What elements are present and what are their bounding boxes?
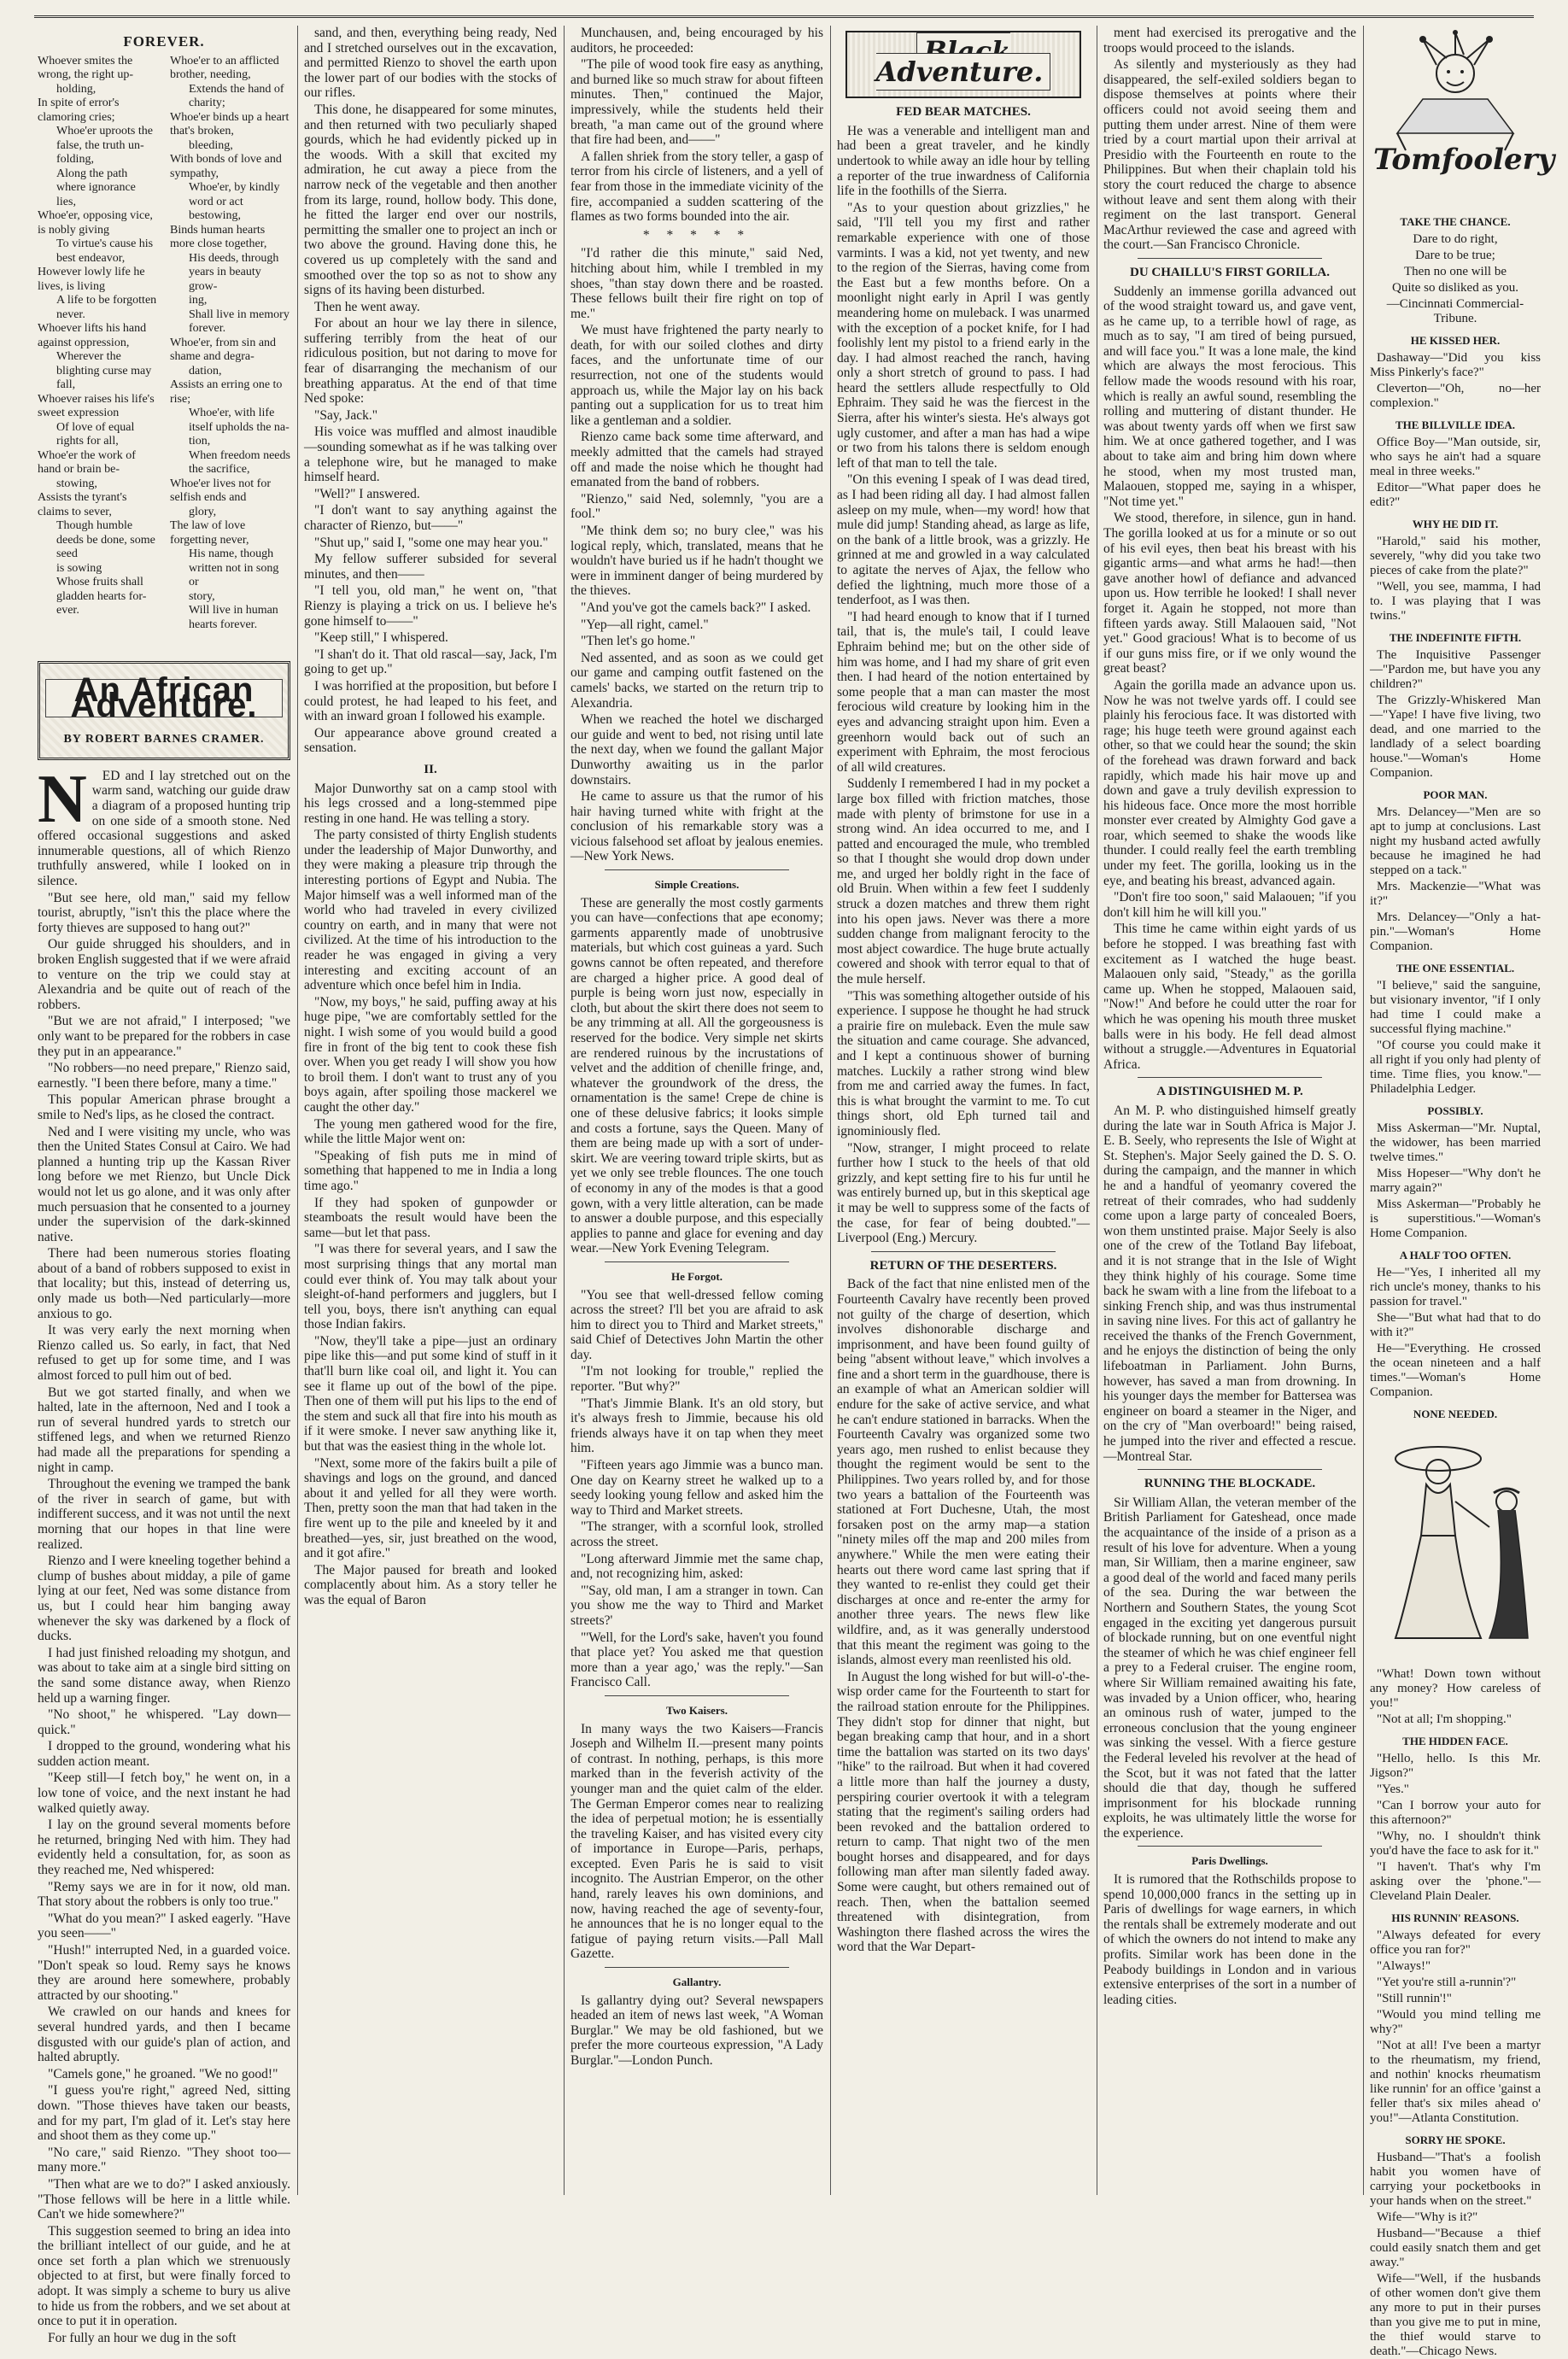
column-4 <box>837 26 1090 2195</box>
article-paris-dwellings: It is rumored that the Rothschilds propose to spend 10,000,000 francs in the setting up in Paris of dwellings for wage earners, in which the rentals shall be extremely moderate and out of which the owners do not intend to make any profits. Similar work has been done in the Peabody buildings in London and in various extensive enterprises of the sort in a number of leading cities. <box>1103 1872 1356 2007</box>
poem-line: holding, <box>56 82 97 96</box>
headline-runnin-reasons: HIS RUNNIN' REASONS. <box>1391 1911 1519 1924</box>
divider <box>1138 1077 1322 1078</box>
poem-right-stanzas <box>170 55 290 633</box>
story-paragraph: Rienzo and I were kneeling together behind a clump of bushes about midday, a pile of game lying at our feet, Ned was some distance from us, but I could hear him banging away whenever the sky was darkened by a flock of ducks. <box>38 1554 290 1644</box>
column-rule <box>564 26 565 2195</box>
story-paragraph: For about an hour we lay there in silence, suffering terribly from the heat of our ridiculous position, but not daring to move for fear of disarranging the mechanism of our breathing apparatus. At the end of that time Ned spoke: <box>304 316 557 407</box>
joke-line: Dashaway—"Did you kiss Miss Pinkerly's face?" <box>1370 351 1541 379</box>
story-paragraph: "What do you mean?" I asked eagerly. "Have you seen——" <box>38 1911 290 1941</box>
poem-line: His name, though written not in song or <box>189 547 279 589</box>
story-paragraph: "Well?" I answered. <box>314 486 420 501</box>
headline-gorilla: DU CHAILLU'S FIRST GORILLA. <box>1130 265 1330 279</box>
divider <box>1138 1469 1322 1470</box>
joke-line: Mrs. Delancey—"Only a hat-pin."—Woman's Home Companion. <box>1370 910 1541 953</box>
column-rule <box>830 26 831 2195</box>
column-rule <box>1363 26 1364 2195</box>
poem-line: glory, <box>189 505 217 518</box>
joke-line: "Well, you see, mamma, I had to. I was playing that I was twins." <box>1370 580 1541 623</box>
story-paragraph: If they had spoken of gunpowder or steamboats the result would have been the same—but let that pass. <box>304 1195 557 1240</box>
headline-essential: THE ONE ESSENTIAL. <box>1395 962 1515 975</box>
poem-line: The law of love forgetting never, <box>170 519 249 547</box>
joke-line: The Grizzly-Whiskered Man—"Yape! I have five living, two dead, and one married to the landlady of a select boarding house."—Woman's Home Companion. <box>1370 694 1541 780</box>
poem-line: Shall live in memory forever. <box>189 307 290 336</box>
story-paragraph: Major Dunworthy sat on a camp stool with his legs crossed and a long-stemmed pipe resting in one hand. He was telling a story. <box>304 781 557 826</box>
poem-line: Along the path where ignorance lies, <box>56 167 136 208</box>
headline-gallantry: Gallantry. <box>672 1976 722 1989</box>
article-distinguished-mp: An M. P. who distinguished himself greatly during the late war in South Africa is Major J. E. B. Seely, who represents the Isle of Wight at St. Stephen's. Major Seely gained the D. S. O. during the campaign, and the manner in which he and a handful of yeomanry covered the retreat of their comrades, who had suddenly come upon a large party of concealed Boers, won them unstinted praise. Major Seely is also one of the crew of the Totland Bay lifeboat, and it is not strange that in the Isle of Wight they think highly of his courage. Some time back he swam with a line from the lifeboat to a sinking French ship, and was thus instrumental in saving nine lives. For this act of gallantry he received the thanks of the French Government, and he enjoys the distinction of being the only lifeboatman in Parliament. John Burns, however, has saved a man from drowning. In his younger days the member for Battersea was engineer on board a steamer in the Niger, and on the cry of "Man overboard!" being raised, he jumped into the river and effected a rescue.—Montreal Star. <box>1103 1103 1356 1464</box>
joke-line: The Inquisitive Passenger—"Pardon me, but have you any children?" <box>1370 648 1541 691</box>
story-paragraph: For fully an hour we dug in the soft <box>48 2330 237 2345</box>
story-paragraph: His voice was muffled and almost inaudible—sounding somewhat as if he was talking over a telephone wire, but he managed to make himself heard. <box>304 424 557 485</box>
poem-line: Whoe'er, by kindly word or act bestowing, <box>189 181 280 223</box>
article-paragraph: "Don't fire too soon," said Malaouen; "if you don't kill him he will kill you." <box>1103 890 1356 920</box>
poem-forever <box>38 55 290 633</box>
black-adventure-header <box>845 31 1081 98</box>
headline-none-needed: NONE NEEDED. <box>1413 1408 1498 1420</box>
joke-line: Dare to be true; <box>1415 249 1495 262</box>
headline-possibly: POSSIBLY. <box>1427 1104 1483 1117</box>
poem-line: Whoe'er, opposing vice, is nobly giving <box>38 209 153 237</box>
joke-line: Dare to do right, <box>1413 232 1498 246</box>
story-paragraph: Ned and I were visiting my uncle, who was then the United States Consul at Cairo. We had planned a hunting trip up the Kassan River long before we met Rienzo, but Uncle Dick would not let us go alone, and it was only after much persuasion that he consented to a journey under the supervision of the dark-skinned native. <box>38 1124 290 1244</box>
stars-divider: * * * * * <box>642 227 752 243</box>
story-paragraph: We must have frightened the party nearly to death, for with our soiled clothes and dirty faces, and the unfortunate time of our resurrection, not one of the students would approach us, while the Major lay on his back panting out a supplication for us to treat him like a gentleman and a soldier. <box>570 323 823 428</box>
headline-sorry-spoke: SORRY HE SPOKE. <box>1405 2134 1506 2146</box>
poem-line: His deeds, through years in beauty grow- <box>189 251 279 293</box>
article-paragraph: This time he came within eight yards of us before he stopped. I was breathing fast with excitement as I watched the huge beast. Malaouen only said, "Steady," as the gorilla came up. When he stopped, Malaouen said, "Now!" And before he could utter the roar for which he was opening his mouth three musket balls were in his body. He fell dead almost without a struggle.—Adventures in Equatorial Africa. <box>1103 922 1356 1072</box>
headline-paris-dwellings: Paris Dwellings. <box>1191 1854 1268 1868</box>
article-paragraph: "'Say, old man, I am a stranger in town. Can you show me the way to Third and Market streets?' <box>570 1583 823 1628</box>
headline-billville: THE BILLVILLE IDEA. <box>1395 419 1516 431</box>
article-paragraph: "I had heard enough to know that if I turned tail, that is, the mule's tail, I could leave Ephraim behind me; but on the other side of him was home, and I had my share of grit even then. I had heard of the notion entertained by some people that a man can master the most ferocious wild creature by looking him in the eyes and advancing straight upon him. Even a greenhorn would back out of such an experiment with Ephraim, the most ferocious of all wild creatures. <box>837 609 1090 775</box>
story-paragraph: I lay on the ground several moments before he returned, bringing Ned with him. They had evidently held a consultation, for, as soon as they reached me, Ned whispered: <box>38 1818 290 1878</box>
article-paragraph: Suddenly I remembered I had in my pocket a large box filled with friction matches, those made with plenty of brimstone for use in a strong wind. An idea occurred to me, and I patted and encouraged the mule, who trembled so that I thought she would drop down under me, and urged her boldly right in the face of old Bruin. When within a few feet I suddenly struck a dozen matches and threw them right into his open jaws. Never was there a more sudden change from malignant ferocity to the most abject cowardice. The huge brute actually cowered and shook with terror equal to that of the mule herself. <box>837 776 1090 987</box>
article-paragraph: In August the long wished for but will-o'-the-wisp order came for the Fourteenth to start for the railroad station enroute for the Philippines. They didn't stop for dinner that night, but began breaking camp that hour, and in a short time the battalion was started on its two days' "hike" to the railroad. But when it had covered a little more than half the journey a dusty, perspiring courier overtook it with a telegram stating that the regiment's sailing orders had been revoked and the battalion ordered to return to camp. That night two of the men bought horses and disappeared, and for days following man after man silently faded away. Some were caught, but others remained out of reach. Then, when the battalion seemed threatened with disintegration, from Washington there flashed across the wires the word that the War Depart- <box>837 1669 1090 1955</box>
story-paragraph: Then he went away. <box>314 299 420 314</box>
joke-line: "Can I borrow your auto for this afternoon?" <box>1370 1799 1541 1827</box>
divider <box>1138 1846 1322 1847</box>
joke-line: He—"Everything. He crossed the ocean nineteen and a half times."—Woman's Home Companion. <box>1370 1342 1541 1399</box>
column-5 <box>1103 26 1356 2195</box>
story-paragraph: "But see here, old man," said my fellow tourist, abruptly, "isn't this the place where the forty thieves are supposed to hang out?" <box>38 890 290 935</box>
article-paragraph: "This was something altogether outside of his experience. I suppose he thought he had struck a prairie fire on muleback. Even the mule saw the situation and came courage. She advanced, and I kept a continuous shower of burning matches. Luckily a rather strong wind blew from me and carried away the fumes. In fact, this is what brought the varmint to me. To cut things short, old Eph turned tail and ignominiously fled. <box>837 988 1090 1139</box>
story-paragraph: It was very early the next morning when Rienzo called us. So early, in fact, that Ned refused to get up for some time, and I was almost forced to pull him out of bed. <box>38 1323 290 1384</box>
story-paragraph: "Then let's go home." <box>581 634 696 649</box>
joke-line: "Always!" <box>1377 1959 1431 1973</box>
story-paragraph: "Now, they'll take a pipe—just an ordinary pipe like this—and put some kind of stuff in it that'll burn like coal oil, and light it. You can see it flame up out of the bowl of the pipe. Then one of them will put his lips to the end of the stem and suck all that fire into his mouth as if it were smoke. I never saw anything like it, but that was the easiest thing in the whole lot. <box>304 1333 557 1455</box>
story-paragraph: ED and I lay stretched out on the warm sand, watching our guide draw a diagram of a proposed hunting trip on one side of a smooth stone. Ned offered occasional suggestions and asked innumerable questions, all of which Rienzo truthfully answered, while I looked on in silence. <box>38 768 290 889</box>
article-paragraph: Back of the fact that nine enlisted men of the Fourteenth Cavalry have recently been proved not guilty of the charge of desertion, which involves dishonorable discharge and imprisonment, and have been found guilty of being "absent without leave," which involves a fine and a short term in the guardhouse, there is an example of what an American soldier will endure for the sake of active service, and what he can't endure stationed in barracks. When the Fourteenth Cavalry was organized some two years ago, men rushed to enlist because they thought the regiment would be sent to the Philippines. Two years rolled by, and for those two years a battalion of the Fourteenth was stationed at Fort Duchesne, Utah, the most forsaken post on the army map—a station "ninety miles off the map and 200 miles from anywhere." While the men were eating their hearts out there word came last spring that if they wanted to re-enlist they could get their discharges at once and re-enter the army for another three years. The news flew like wildfire, and, as it was generally understood that this meant the regiment was going to the islands, almost every man reenlisted his old. <box>837 1277 1090 1668</box>
divider <box>871 1251 1056 1252</box>
story-paragraph: "I tell you, old man," he went on, "that Rienzy is playing a trick on us. I believe he's gone himself to——" <box>304 583 557 629</box>
story-paragraph: "The pile of wood took fire easy as anything, and burned like so much straw for about fifteen minutes. Then," continued the Major, impressively, while the students held their breath, "a man came out of the ground where that fire had been, and——" <box>570 57 823 148</box>
jester-illustration-icon <box>1372 31 1539 159</box>
poem-line: Whoever smites the wrong, the right up- <box>38 54 133 82</box>
poem-line: In spite of error's clamoring cries; <box>38 97 120 124</box>
joke-line: Quite so disliked as you. <box>1392 281 1518 295</box>
poem-line: Whose fruits shall gladden hearts for- <box>56 576 147 603</box>
joke-line: Wife—"Well, if the husbands of other women don't give them any more to put in their purses than you give me to put in mine, the thief would starve to death."—Chicago News. <box>1370 2272 1541 2358</box>
divider <box>605 869 789 870</box>
poem-line: is sowing <box>56 561 102 575</box>
story-paragraph: Rienzo came back some time afterward, and meekly admitted that the camels had strayed off and made the noise which he thought had emanated from the band of robbers. <box>570 430 823 490</box>
story-paragraph: There had been numerous stories floating about of a band of robbers supposed to exist in that locality; but this, instead of deterring us, only made us both—Ned particularly—more anxious to go. <box>38 1246 290 1321</box>
poem-line: Whoe'er uproots the false, the truth un- <box>56 125 153 152</box>
article-paragraph: "'Well, for the Lord's sake, haven't you found that place yet? You asked me that question more than a year ago,' was the reply."—San Francisco Call. <box>570 1630 823 1690</box>
poem-line: bleeding, <box>189 138 233 152</box>
article-paragraph: "On this evening I speak of I was dead tired, as I had been riding all day. I had almost fallen asleep on my mule, when—my word! how that mule did jump! Standing ahead, as large as life, on the bank of a little brook, was a grizzly. He grinned at me and growled in a way calculated to agitate the nerves of Ajax, the fellow who defied the lightning, much more those of a tenderfoot, as I was then. <box>837 472 1090 608</box>
poem-line: ever. <box>56 604 79 618</box>
joke-line: "Of course you could make it all right if you only had plenty of time. Time flies, you know."—Philadelphia Ledger. <box>1370 1039 1541 1096</box>
story-paragraph: "Shut up," said I, "some one may hear you." <box>314 535 548 550</box>
divider <box>1138 258 1322 259</box>
story-paragraph: I had just finished reloading my shotgun, and was about to take aim at a single bird sitting on the sand some distance away, when Rienzo held up a warning finger. <box>38 1645 290 1706</box>
article-paragraph: "You see that well-dressed fellow coming across the street? I'll bet you are afraid to ask him to direct you to Third and Market streets," said Chief of Detectives John Martin the other day. <box>570 1287 823 1362</box>
story-paragraph: "Speaking of fish puts me in mind of something that happened to me in India a long time ago." <box>304 1148 557 1193</box>
headline-take-chance: TAKE THE CHANCE. <box>1400 215 1511 228</box>
poem-line: When freedom needs the sacrifice, <box>189 448 290 477</box>
top-rule <box>34 15 1534 21</box>
joke-line: "Would you mind telling me why?" <box>1370 2008 1541 2036</box>
story-title: An African Adventure. <box>45 679 283 717</box>
poem-line: Whoever lifts his hand against oppression, <box>38 322 147 349</box>
black-adventure-title: Black Adventure. <box>876 32 1051 91</box>
tomfoolery-header <box>1370 31 1555 208</box>
story-paragraph: Our guide shrugged his shoulders, and in broken English suggested that if we were afraid to venture on the trip we could stay at Alexandria and be quite out of reach of the robbers. <box>38 937 290 1012</box>
column-rule <box>297 26 298 2195</box>
poem-title: FOREVER. <box>123 33 205 50</box>
headline-two-kaisers: Two Kaisers. <box>666 1703 728 1717</box>
joke-line: Miss Askerman—"Mr. Nuptal, the widower, has been married twelve times." <box>1370 1121 1541 1164</box>
article-two-kaisers: In many ways the two Kaisers—Francis Joseph and Wilhelm II.—present many points of contrast. In nothing, perhaps, is this more marked than in the feverish activity of the younger man and the quiet calm of the elder. The German Emperor comes near to realizing the idea of perpetual motion; he is essentially the traveling Kaiser, and has visited every city of importance in Europe—Paris, perhaps, excepted. Even Paris he is said to visit incognito. The Austrian Emperor, on the other hand, rarely leaves his own dominions, and now, having reached the age of seventy-four, he announces that he is no longer equal to the fatigue of paying return visits.—Pall Mall Gazette. <box>570 1721 823 1962</box>
story-paragraph: "Next, some more of the fakirs built a pile of shavings and logs on the ground, and danced about it and yelled for all they were worth. Then, pretty soon the man that had taken in the fire went up to the pile and kneeled by it and breathed—yes, sir, just breathed on the wood, and it got afire." <box>304 1455 557 1561</box>
joke-line: "Yes." <box>1377 1782 1409 1796</box>
joke-line: "I believe," said the sanguine, but visionary inventor, "if I only had time I could make a successful flying machine." <box>1370 979 1541 1036</box>
joke-line: She—"But what had that to do with it?" <box>1370 1311 1541 1339</box>
divider <box>605 1967 789 1968</box>
poem-line: Whoe'er, with life itself upholds the na- <box>189 407 290 434</box>
headline-hidden-face: THE HIDDEN FACE. <box>1402 1735 1508 1747</box>
story-paragraph: I was horrified at the proposition, but before I could protest, he had leaped to his feet, and with an inward groan I followed his example. <box>304 678 557 724</box>
headline-why: WHY HE DID IT. <box>1412 518 1499 530</box>
story-title-banner <box>38 661 290 760</box>
joke-line: Miss Askerman—"Probably he is superstitious."—Woman's Home Companion. <box>1370 1197 1541 1240</box>
article-paragraph: Again the gorilla made an advance upon us. Now he was not twelve yards off. I could see plainly his ferocious face. It was distorted with rage; his huge teeth were ground against each other, so that we could hear the sound; the skin of the forehead was drawn forward and back rapidly, which made his hair move up and down and gave a truly devilish expression to his hideous face. Once more the most horrible monster ever created by Almighty God gave a roar, which seemed to shake the woods like thunder. I could really feel the earth trembling under my feet. The gorilla, looking us in the eye, and beating his breast, advanced again. <box>1103 677 1356 888</box>
poem-line: Whoever raises his life's sweet expression <box>38 392 155 420</box>
story-paragraph: The Major paused for breath and looked complacently about him. As a story teller he was the equal of Baron <box>304 1562 557 1607</box>
story-paragraph: This popular American phrase brought a smile to Ned's lips, as he closed the contract. <box>38 1092 290 1122</box>
poem-line: Will live in human hearts forever. <box>189 604 278 631</box>
headline-half-too-often: A HALF TOO OFTEN. <box>1399 1249 1512 1261</box>
joke-line: Wife—"Why is it?" <box>1377 2210 1478 2224</box>
article-paragraph: ment had exercised its prerogative and the troops would proceed to the islands. <box>1103 26 1356 56</box>
joke-line: Then no one will be <box>1404 265 1507 278</box>
column-2 <box>304 26 557 2195</box>
story-paragraph: "Yep—all right, camel." <box>581 617 709 632</box>
drop-cap: N <box>38 761 87 837</box>
poem-left-stanzas <box>38 55 158 633</box>
article-paragraph: "That's Jimmie Blank. It's an old story, but it's always fresh to Jimmie, because his old friends always have it on tap when they meet him. <box>570 1396 823 1456</box>
column-6 <box>1370 26 1555 2358</box>
joke-line: "Not at all! I've been a martyr to the rheumatism, my friend, and nothin' knocks rheumatism like runnin' for an office 'gainst a feller that's six miles ahead o' you!"—Atlanta Constitution. <box>1370 2039 1541 2125</box>
headline-he-forgot: He Forgot. <box>671 1269 723 1283</box>
poem-line: tion, <box>189 435 211 448</box>
article-paragraph: "I'm not looking for trouble," replied the reporter. "But why?" <box>570 1364 823 1395</box>
joke-line: "Still runnin'!" <box>1377 1992 1452 2005</box>
story-paragraph: The party consisted of thirty English students under the leadership of Major Dunworthy, and they were making a pleasure trip through the interesting portions of Egypt and Nubia. The Major himself was a well informed man of the world who had traveled in every civilized country on earth, and in many that were not civilized. At the time of his introduction to the reader he was engaged in giving a very interesting and exciting account of an adventure which once befel him in India. <box>304 828 557 993</box>
story-paragraph: "Then what are we to do?" I asked anxiously. "Those fellows will be here in a little while. Can't we hide somewhere?" <box>38 2176 290 2222</box>
joke-line: "Hello, hello. Is this Mr. Jigson?" <box>1370 1752 1541 1780</box>
story-paragraph: "I guess you're right," agreed Ned, sitting down. "Those thieves have taken our beasts, and for my part, I'm glad of it. Let's stay here and shoot them as they come up." <box>38 2083 290 2144</box>
article-simple-creations: These are generally the most costly garments you can have—confections that ape economy; garments apparently made of unobtrusive materials, but which cost guineas a yard. Such gowns cannot be often repeated, and therefore are charged a higher price. A good deal of purple is being worn just now, especially in cloth, but about the skirt there does not seem to be any trimming at all. All the gorgeousness is reserved for the bodice. Very simple net skirts are rendered ruinous by the incrustations of velvet and the addition of chenille fringe, and, whatever the groundwork of the dress, the ornamentation is the same! Crepe de chine is one of these delusive fabrics; it looks simple and costs a fortune, says the Queen. Many of them are being made up with a sort of under-skirt. We are veering toward triple skirts, but as yet we only see treble flounces. The one touch of economy in any of the modes is that a good gown, with a very little alteration, can be made to answer a double purpose, and this especially applies to panne and glace for evening and day wear.—New York Evening Telegram. <box>570 895 823 1256</box>
story-paragraph: A fallen shriek from the story teller, a gasp of terror from his circle of listeners, and a yell of fear from those in the immediate vicinity of the fire, accompanied a sudden scattering of the flames as two forms bounded into the air. <box>570 149 823 225</box>
story-paragraph: "Remy says we are in for it now, old man. That story about the robbers is only too true." <box>38 1879 290 1910</box>
poem-line: A life to be forgotten never. <box>56 294 157 321</box>
poem-line: Binds human hearts more close together, <box>170 223 267 251</box>
poem-line: With bonds of love and sympathy, <box>170 153 282 180</box>
story-paragraph: "Keep still—I fetch boy," he went on, in a low tone of voice, and the next instant he had walked quietly away. <box>38 1771 290 1816</box>
story-paragraph: "I don't want to say anything against the character of Rienzo, but——" <box>304 503 557 533</box>
article-paragraph: He was a venerable and intelligent man and had been a great traveler, and he kindly undertook to while away an idle hour by telling a reporter of the true inwardness of California life in the foothills of the Sierra. <box>837 123 1090 199</box>
section-heading: II. <box>424 762 437 776</box>
joke-line: "Always defeated for every office you ran for?" <box>1370 1929 1541 1957</box>
story-paragraph: "No care," said Rienzo. "They shoot too—many more." <box>38 2145 290 2175</box>
story-paragraph: "No robbers—no need prepare," Rienzo said, earnestly. "I been there before, many a time." <box>38 1061 290 1091</box>
column-1 <box>38 26 290 2345</box>
story-paragraph: Throughout the evening we tramped the bank of the river in search of game, but with indifferent success, and it was not until the next morning that our hopes in that line were realized. <box>38 1477 290 1552</box>
story-paragraph: "Hush!" interrupted Ned, in a guarded voice. "Don't speak so loud. Remy says he knows they are around here somewhere, probably attracted by our shooting." <box>38 1943 290 2003</box>
article-paragraph: Suddenly an immense gorilla advanced out of the wood straight toward us, and gave vent, as he came up, to a terrible howl of rage, as much as to say, "I am tired of being pursued, and will face you." It was a lone male, the kind which are always the most ferocious. This fellow made the woods resound with his roar, which is really an awful sound, resembling the rolling and muttering of distant thunder. He was about twenty yards off when we first saw him. We at once gathered together, and I was about to take aim and bring him down where he stood, when my most trusted man, Malaouen, stopped me, saying in a whisper, "Not time yet." <box>1103 284 1356 509</box>
story-body <box>38 761 290 2346</box>
joke-line: "Harold," said his mother, severely, "why did you take two pieces of cake from the plate?" <box>1370 535 1541 577</box>
headline-simple-creations: Simple Creations. <box>654 878 740 892</box>
poem-line: Of love of equal rights for all, <box>56 420 135 448</box>
headline-distinguished-mp: A DISTINGUISHED M. P. <box>1156 1085 1303 1099</box>
story-paragraph: We crawled on our hands and knees for several hundred yards, and then I became disgusted with our guide's plan of action, and halted abruptly. <box>38 2005 290 2065</box>
joke-line: "What! Down town without any money? How careless of you!" <box>1370 1667 1541 1710</box>
headline-fed-bear-matches: FED BEAR MATCHES. <box>896 105 1031 120</box>
story-paragraph: "Now, my boys," he said, puffing away at his huge pipe, "we are comfortably settled for the night. I wish some of you would build a good fire in front of the big tent to cook these fish over. When you get ready I will show you how to broil them. I don't want to trust any of you boys again, after spoiling those mackerel we caught the other day." <box>304 994 557 1115</box>
joke-line: He—"Yes, I inherited all my rich uncle's money, thanks to his passion for travel." <box>1370 1266 1541 1308</box>
joke-line: Mrs. Delancey—"Men are so apt to jump at conclusions. Last night my husband acted awfully because he imagined he had stepped on a tack." <box>1370 805 1541 877</box>
story-paragraph: But we got started finally, and when we halted, late in the afternoon, Ned and I took a run of several hundred yards to stretch our stiffened legs, and when we returned Rienzo had made all the preparations for spending a night in camp. <box>38 1384 290 1475</box>
headline-fifth: THE INDEFINITE FIFTH. <box>1389 631 1522 644</box>
headline-running-blockade: RUNNING THE BLOCKADE. <box>1144 1477 1316 1491</box>
poem-line: Assists an erring one to rise; <box>170 378 283 406</box>
story-paragraph: The young men gathered wood for the fire, while the little Major went on: <box>304 1116 557 1147</box>
joke-line: Husband—"Because a thief could easily snatch them and get away." <box>1370 2227 1541 2269</box>
joke-line: Miss Hopeser—"Why don't he marry again?" <box>1370 1167 1541 1195</box>
poem-line: Assists the tyrant's claims to sever, <box>38 491 127 518</box>
poem-line: Whoe'er, from sin and shame and degra- <box>170 336 277 364</box>
article-gallantry: Is gallantry dying out? Several newspapers headed an item of news last week, "A Woman Burglar." We may be old fashioned, but we prefer the more courteous expression, "A Lady Burglar."—London Punch. <box>570 1993 823 2068</box>
article-paragraph: As silently and mysteriously as they had disappeared, the self-exiled soldiers began to dispose themselves at points where their officers could not avoid seeing them and putting them under arrest. Nine of them were tried by a court martial upon their arrival at Presidio with the Fourteenth en route to the Philippines. But when their chaplain told his story the court reduced the charge to absence without leave and sent them along with their regiment on the last transport. General MacArthur reviewed the case and agreed with the court.—San Francisco Chronicle. <box>1103 57 1356 253</box>
article-paragraph: "As to your question about grizzlies," he said, "I'll tell you my first and rather remarkable experience with one of those varmints. I was a kid, not yet twenty, and new to the region of the Sierras, having come from the East but a few months before. On a moonlight night early in April I was gently meandering home on muleback. I was unarmed with the exception of a pocket knife, for I had foolishly lent my pistol to a friend early in the day. I had almost reached the ranch, having only a short stretch of ground to pass. I had heard the settlers allude respectfully to Old Ephraim. They said he was the fiercest in the Sierra, after his winter's siesta. He's always got ugly customer, and after a man has had a wipe or two from his talons there is seldom enough left of that man to tell the tale. <box>837 200 1090 471</box>
poem-line: stowing, <box>56 477 97 490</box>
column-3 <box>570 26 823 2195</box>
poem-line: ing, <box>189 294 208 307</box>
divider <box>605 1695 789 1696</box>
story-paragraph: "Say, Jack." <box>314 407 378 423</box>
story-paragraph: "I'd rather die this minute," said Ned, hitching about him, while I trembled in my shoes, "than stay down there and be roasted. These fellows built their fire right on top of me." <box>570 246 823 321</box>
poem-line: However lowly life he lives, is living <box>38 266 145 293</box>
story-paragraph: Ned assented, and as soon as we could get our game and camping outfit fastened on the camels' backs, we started on the return trip to Alexandria. <box>570 650 823 711</box>
story-paragraph: This done, he disappeared for some minutes, and then returned with two peculiarly shaped gourds, which he had evidently picked up in the woods. With a skill that excited my admiration, he cut away a piece from the narrow neck of the vegetable and then another from its large, round, hollow body. This done, he fitted the larger end over our nostrils, permitting the smaller one to project an inch or two above the ground. Having done this, he covered us up completely with the sand and smoothed over the top so as not to show any signs of its having been disturbed. <box>304 102 557 298</box>
poem-line: Extends the hand of charity; <box>189 82 284 110</box>
story-paragraph: sand, and then, everything being ready, Ned and I stretched ourselves out in the excavation, and permitted Rienzo to shovel the earth upon the lower part of our bodies with the stocks of our rifles. <box>304 26 557 101</box>
poem-line: dation, <box>189 364 222 378</box>
poem-line: Wherever the blighting curse may fall, <box>56 350 152 392</box>
poem-line: story, <box>189 589 215 603</box>
poem-line: Though humble deeds be done, some seed <box>56 519 155 561</box>
headline-poor-man: POOR MAN. <box>1423 788 1488 801</box>
headline-return-deserters: RETURN OF THE DESERTERS. <box>869 1258 1057 1273</box>
poem-line: Whoe'er the work of hand or brain be- <box>38 448 136 477</box>
joke-line: "I haven't. That's why I'm asking over the 'phone."—Cleveland Plain Dealer. <box>1370 1860 1541 1903</box>
joke-line: —Cincinnati Commercial-Tribune. <box>1386 297 1524 325</box>
joke-line: Office Boy—"Man outside, sir, who says he ain't had a square meal in three weeks." <box>1370 436 1541 478</box>
headline-kissed-her: HE KISSED HER. <box>1410 334 1501 347</box>
story-paragraph: "Keep still," I whispered. <box>314 630 448 646</box>
woman-shopping-illustration-icon <box>1378 1425 1532 1664</box>
story-paragraph: Our appearance above ground created a sensation. <box>304 725 557 756</box>
joke-line: "Not at all; I'm shopping." <box>1377 1712 1512 1726</box>
article-paragraph: "The stranger, with a scornful look, strolled across the street. <box>570 1519 823 1549</box>
poem-line: folding, <box>56 153 94 167</box>
poem-line: Whoe'er binds up a heart that's broken, <box>170 110 290 138</box>
poem-line: Whoe'er to an afflicted brother, needing, <box>170 54 279 82</box>
story-paragraph: "But we are not afraid," I interposed; "we only want to be prepared for the robbers in case they put in an appearance." <box>38 1014 290 1059</box>
divider <box>605 1261 789 1262</box>
poem-line: Whoe'er lives not for selfish ends and <box>170 477 271 505</box>
joke-line: Husband—"That's a foolish habit you women have of carrying your pocketbooks in your hands when on the street." <box>1370 2151 1541 2208</box>
joke-line: Editor—"What paper does he edit?" <box>1370 481 1541 509</box>
story-paragraph: I dropped to the ground, wondering what his sudden action meant. <box>38 1739 290 1769</box>
story-paragraph: "Rienzo," said Ned, solemnly, "you are a fool." <box>570 491 823 522</box>
story-paragraph: Munchausen, and, being encouraged by his auditors, he proceeded: <box>570 26 823 56</box>
story-paragraph: When we reached the hotel we discharged our guide and went to bed, not rising until late the next day, when we found the gallant Major Dunworthy awaiting us in the parlor downstairs. <box>570 712 823 787</box>
story-paragraph: My fellow sufferer subsided for several minutes, and then—— <box>304 552 557 582</box>
poem-line: To virtue's cause his best endeavor, <box>56 237 154 265</box>
joke-line: Mrs. Mackenzie—"What was it?" <box>1370 880 1541 908</box>
story-paragraph: "I was there for several years, and I saw the most surprising things that any mortal man could ever think of. You may talk about your sleight-of-hand performers and jugglers, but I tell you, boys, there isn't anything can equal those Indian fakirs. <box>304 1242 557 1332</box>
story-paragraph: This suggestion seemed to bring an idea into the brilliant intellect of our guide, and he at once set forth a plan which we strenuously objected to at first, but were finally forced to adopt. It was simply a scheme to bury us alive to hide us from the robbers, and we set about at once to put it in operation. <box>38 2223 290 2329</box>
joke-line: Cleverton—"Oh, no—her complexion." <box>1370 382 1541 410</box>
article-paragraph: "Fifteen years ago Jimmie was a bunco man. One day on Kearny street he walked up to a seedy looking young fellow and asked him the way to Third and Market streets. <box>570 1458 823 1518</box>
story-paragraph: "I shan't do it. That old rascal—say, Jack, I'm going to get up." <box>304 647 557 677</box>
article-paragraph: "Now, stranger, I might proceed to relate further how I stuck to the heels of that old grizzly, and kept setting fire to his fur until he was entirely burned up, but in this skeptical age it may be well to suppress some of the facts of the case, for fear of being doubted."—Liverpool (Eng.) Mercury. <box>837 1140 1090 1246</box>
story-byline: BY ROBERT BARNES CRAMER. <box>63 733 265 746</box>
article-paragraph: "Long afterward Jimmie met the same chap, and, not recognizing him, asked: <box>570 1551 823 1582</box>
story-paragraph: "No shoot," he whispered. "Lay down—quick." <box>38 1707 290 1737</box>
story-paragraph: "And you've got the camels back?" I asked. <box>581 600 811 615</box>
article-paragraph: We stood, therefore, in silence, gun in hand. The gorilla looked at us for a minute or so out of his evil eyes, then beat his breast with his gigantic arms—and what arms he had!—then gave another howl of defiance and advanced upon us. How terrible he looked! I shall never forget it. Again he stopped, not more than fifteen yards away. Still Malaouen said, "Not yet." Good gracious! What is to become of us if our guns miss fire, or if we only wound the great beast? <box>1103 511 1356 676</box>
tomfoolery-title: Tomfoolery <box>1370 153 1558 167</box>
story-paragraph: He came to assure us that the rumor of his hair having turned white with fright at the conclusion of his remarkable story was a vicious falsehood set afloat by jealous enemies.—New York News. <box>570 789 823 864</box>
joke-line: "Yet you're still a-runnin'?" <box>1377 1976 1517 1989</box>
story-paragraph: "Camels gone," he groaned. "We no good!" <box>48 2066 278 2081</box>
article-running-blockade: Sir William Allan, the veteran member of the British Parliament for Gateshead, once made the acquaintance of the inside of a prison as a result of his love for adventure. When a young man, Sir William, then a marine engineer, saw a good deal of the world and faced many perils of the sea. During the war between the Northern and Southern States, the young Scot engaged in the exciting yet dangerous pursuit of blockade running, but on one eventful night the steamer of which he was chief engineer fell a prey to a Federal cruiser. The engine room, where Sir William remained awaiting his fate, was invaded by a Union officer, who, hearing an ominous rush of water, jumped to the erroneous conclusion that the young engineer was sinking the vessel. With a fierce gesture the Federal leveled his revolver at the head of the Scot, but it was not fated that the latter should die that day, though he suffered imprisonment for his blockade running exploits, he was ultimately little the worse for the experience. <box>1103 1495 1356 1841</box>
joke-line: "Why, no. I shouldn't think you'd have the face to ask for it." <box>1370 1829 1541 1858</box>
story-paragraph: "Me think dem so; no bury clee," was his logical reply, which, translated, means that he wouldn't have buried us if he hadn't thought we were in imminent danger of being murdered by the thieves. <box>570 524 823 599</box>
